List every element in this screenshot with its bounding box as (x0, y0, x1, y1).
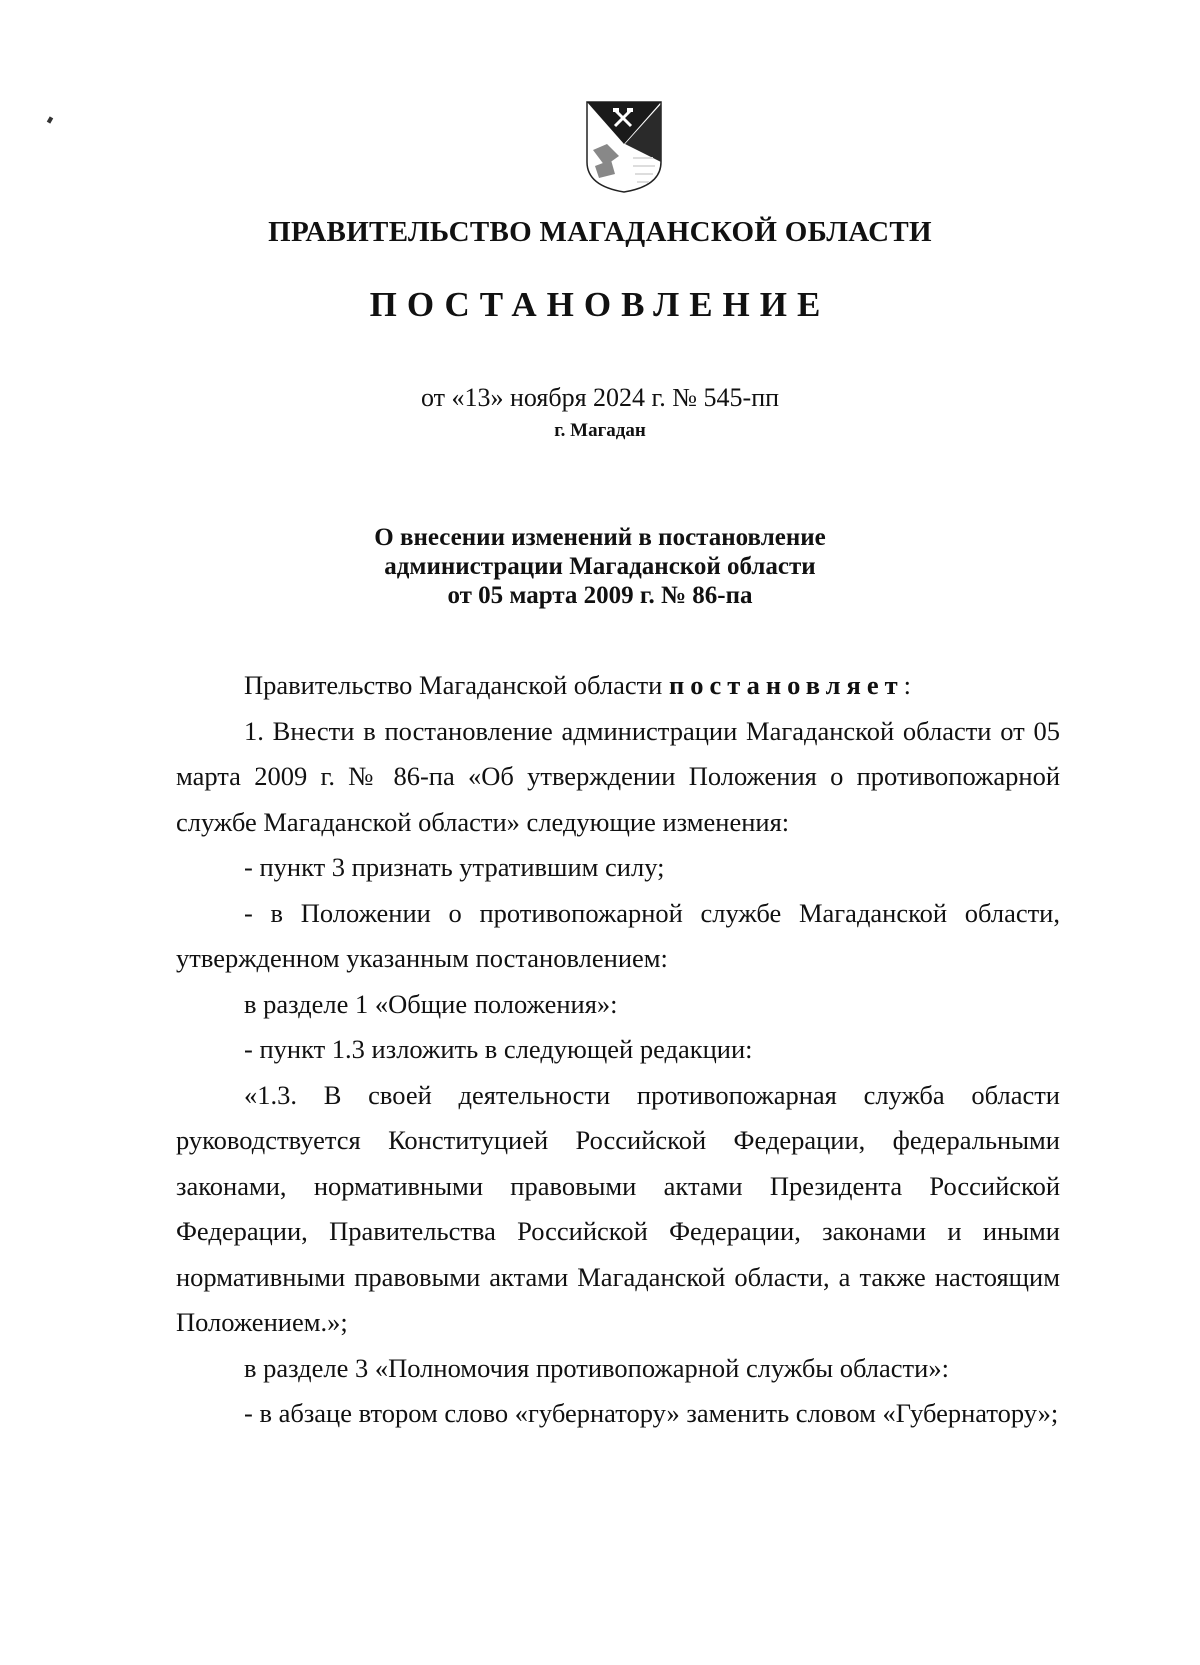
body-paragraph: - в Положении о противопожарной службе Магаданской области, утвержденном указанным постановлением: (176, 897, 1060, 973)
subject-line: от 05 марта 2009 г. № 86-па (447, 582, 753, 609)
document-type-title: ПОСТАНОВЛЕНИЕ (369, 285, 831, 324)
preamble-colon: : (903, 670, 912, 700)
body-paragraph: - пункт 1.3 изложить в следующей редакции: (244, 1034, 753, 1064)
document-date-number: от «13» ноября 2024 г. № 545-пп (420, 383, 780, 412)
coat-of-arms-icon (585, 100, 663, 194)
document-body (176, 663, 1060, 1437)
preamble-verb: постановляет (668, 670, 904, 700)
subject-line: администрации Магаданской области (384, 553, 816, 580)
document-city: г. Магадан (554, 420, 646, 441)
body-paragraph: «1.3. В своей деятельности противопожарная служба области руководствуется Конституцией Российской Федерации, федеральными законами, нормативными правовыми актами Президента Российской Федерации, Правительства Российской Федерации, законами и иными нормативными правовыми актами Магаданской области, а также настоящим Положением.»; (176, 1079, 1060, 1337)
body-paragraph: - пункт 3 признать утратившим силу; (244, 852, 665, 882)
body-paragraph: 1. Внести в постановление администрации Магаданской области от 05 марта 2009 г. № 86-па «Об утверждении Положения о противопожарной службе Магаданской области» следующие изменения: (176, 715, 1060, 837)
subject-line: О внесении изменений в постановление (374, 524, 826, 551)
document-subject (0, 523, 1200, 610)
organization-name: ПРАВИТЕЛЬСТВО МАГАДАНСКОЙ ОБЛАСТИ (268, 216, 932, 248)
preamble-text: Правительство Магаданской области (244, 670, 663, 700)
preamble-paragraph (176, 663, 1060, 709)
scan-speck (47, 116, 53, 123)
body-paragraph: в разделе 1 «Общие положения»: (244, 988, 618, 1019)
body-paragraph: - в абзаце втором слово «губернатору» заменить словом «Губернатору»; (244, 1398, 1059, 1428)
body-paragraph: в разделе 3 «Полномочия противопожарной службы области»: (244, 1352, 949, 1383)
